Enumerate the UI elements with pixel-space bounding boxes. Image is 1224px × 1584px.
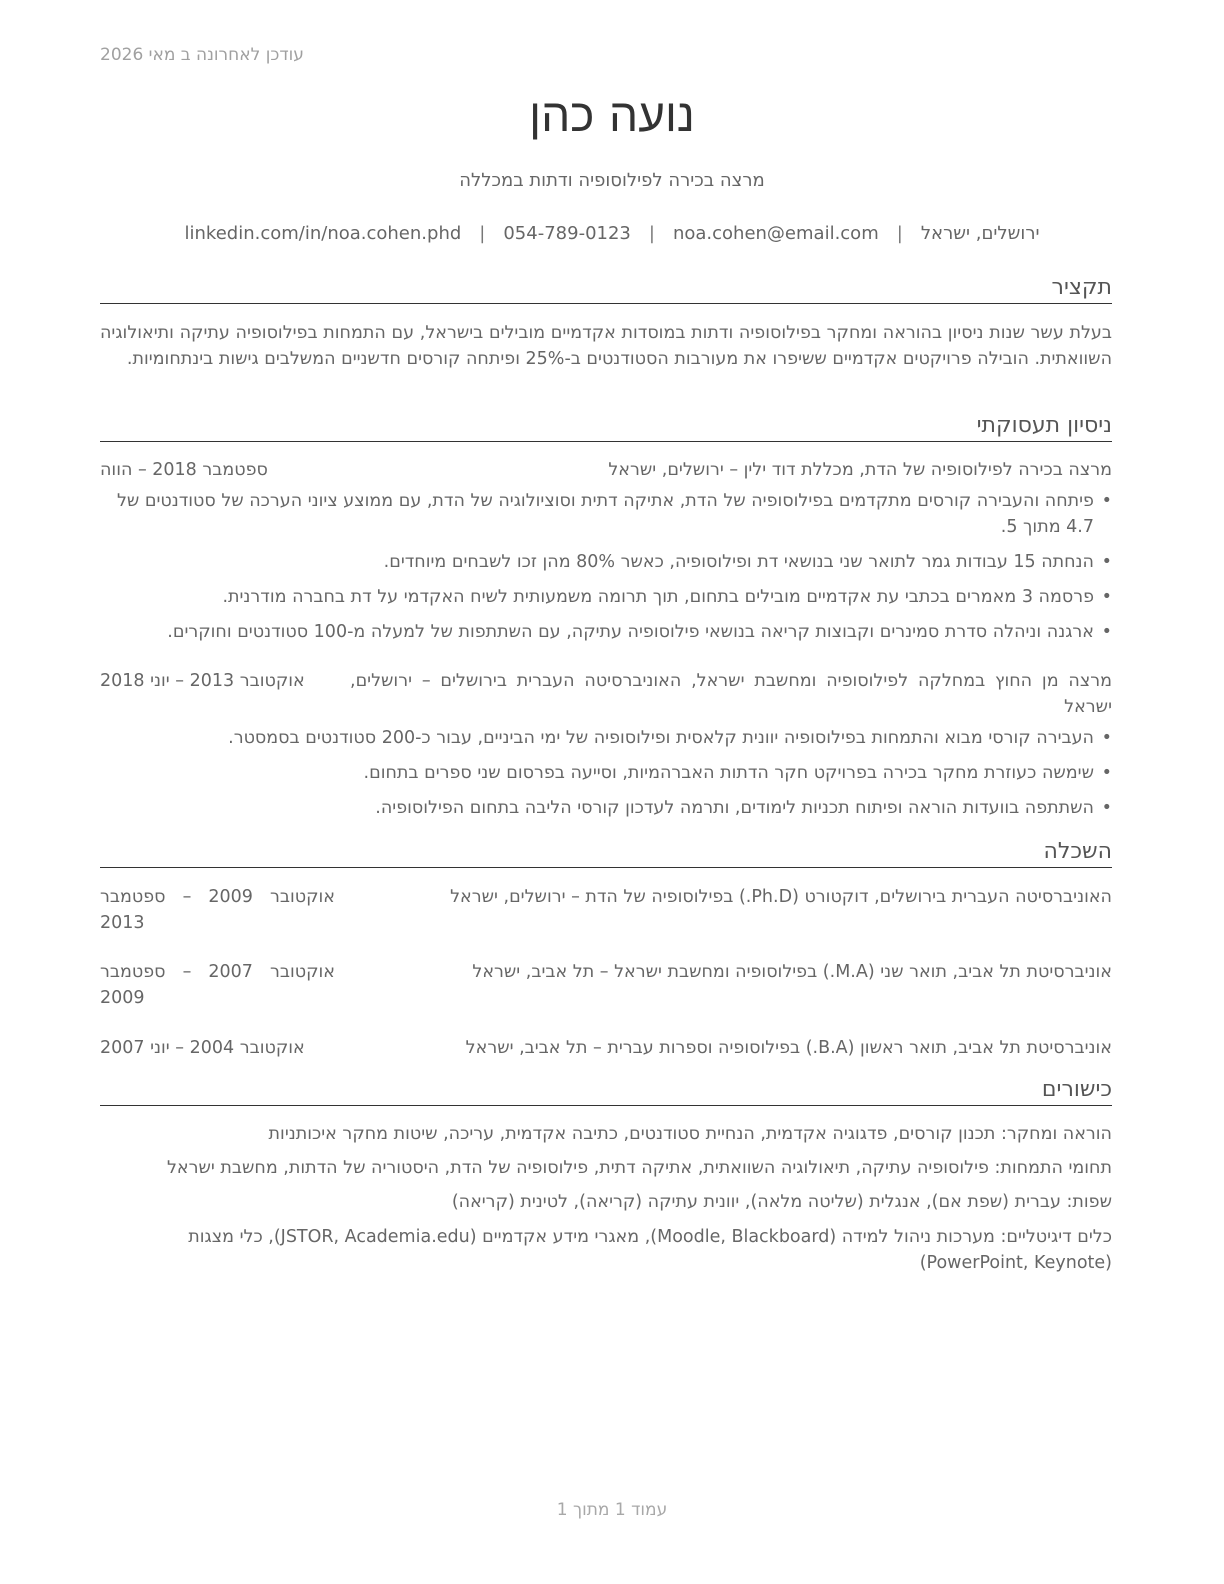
education-row: [100, 1035, 1112, 1061]
job-dates: ספטמבר 2018 – הווה: [100, 460, 268, 480]
contact-linkedin[interactable]: linkedin.com/in/noa.cohen.phd: [184, 223, 462, 244]
contact-email[interactable]: noa.cohen@email.com: [672, 223, 879, 244]
summary-text: בעלת עשר שנות ניסיון בהוראה ומחקר בפילוסופיה ודתות במוסדות אקדמיים מובילים בישראל, עם התמחות בפילוסופיה עתיקה ותיאולוגיה השוואתית. הובילה פרויקטים אקדמיים ששיפרו את מעורבות הסטודנטים ב-25% ופיתחה קורסים חדשניים המשלבים גישות בינתחומיות.: [100, 323, 1112, 369]
job-role: מרצה מן החוץ במחלקה לפילוסופיה ומחשבת ישראל, האוניברסיטה העברית בירושלים – ירושלים, ישראל: [350, 671, 1112, 717]
education-degree: אוניברסיטת תל אביב, תואר שני (M.A.) בפילוסופיה ומחשבת ישראל – תל אביב, ישראל: [472, 962, 1112, 982]
education-row: [100, 884, 1112, 936]
list-item: • ארגנה וניהלה סדרת סמינרים וקבוצות קריאה בנושאי פילוסופיה עתיקה, עם השתתפות של למעלה מ-100 סטודנטים וחוקרים.: [100, 619, 1112, 645]
section-title-skills: כישורים: [100, 1078, 1112, 1106]
list-item: • הנחתה 15 עבודות גמר לתואר שני בנושאי דת ופילוסופיה, כאשר 80% מהן זכו לשבחים מיוחדים.: [100, 549, 1112, 575]
job-header: [100, 668, 1112, 720]
education-row: [100, 959, 1112, 1011]
education-dates: אוקטובר 2004 – יוני 2007: [100, 1038, 305, 1058]
skill-line: כלים דיגיטליים: מערכות ניהול למידה (Moodle, Blackboard), מאגרי מידע אקדמיים (JSTOR, Academia.edu), כלי מצגות (PowerPoint, Keynote): [188, 1227, 1112, 1273]
list-item: • פיתחה והעבירה קורסים מתקדמים בפילוסופיה של הדת, אתיקה דתית וסוציולוגיה של הדת, עם ממוצע ציוני הערכה של סטודנטים של 4.7 מתוך 5.: [100, 488, 1112, 540]
candidate-name: נועה כהן: [529, 88, 695, 142]
job-header: [100, 457, 1112, 483]
last-updated: עודכן לאחרונה ב מאי 2026: [100, 45, 304, 65]
job-dates: אוקטובר 2013 – יוני 2018: [100, 671, 305, 691]
education-degree: אוניברסיטת תל אביב, תואר ראשון (B.A.) בפילוסופיה וספרות עברית – תל אביב, ישראל: [465, 1038, 1112, 1058]
job-bullets: [100, 488, 1112, 654]
section-title-education: השכלה: [100, 840, 1112, 868]
section-title-summary: תקציר: [100, 276, 1112, 304]
list-item: • פרסמה 3 מאמרים בכתבי עת אקדמיים מובילים בתחום, תוך תרומה משמעותית לשיח האקדמי על דת בחברה מודרנית.: [100, 584, 1112, 610]
contact-line: [0, 223, 1224, 244]
education-degree: האוניברסיטה העברית בירושלים, דוקטורט (Ph.D.) בפילוסופיה של הדת – ירושלים, ישראל: [450, 887, 1112, 907]
contact-separator: |: [648, 223, 655, 244]
education-dates: אוקטובר 2007 – ספטמבר 2009: [100, 962, 335, 1008]
skill-line: תחומי התמחות: פילוסופיה עתיקה, תיאולוגיה השוואתית, אתיקה דתית, פילוסופיה של הדת, היסטוריה של הדתות, מחשבת ישראל: [166, 1158, 1112, 1178]
contact-location: ירושלים, ישראל: [920, 223, 1040, 244]
skill-line: שפות: עברית (שפת אם), אנגלית (שליטה מלאה), יוונית עתיקה (קריאה), לטינית (קריאה): [451, 1192, 1112, 1212]
section-title-experience: ניסיון תעסוקתי: [100, 414, 1112, 442]
job-title: מרצה בכירה לפילוסופיה ודתות במכללה: [459, 170, 765, 191]
job-bullets: [100, 725, 1112, 830]
job-role: מרצה בכירה לפילוסופיה של הדת, מכללת דוד ילין – ירושלים, ישראל: [608, 460, 1112, 480]
page-number: עמוד 1 מתוך 1: [556, 1500, 668, 1520]
education-dates: אוקטובר 2009 – ספטמבר 2013: [100, 887, 335, 933]
list-item: • העבירה קורסי מבוא והתמחות בפילוסופיה יוונית קלאסית ופילוסופיה של ימי הביניים, עבור כ-200 סטודנטים בסמסטר.: [100, 725, 1112, 751]
list-item: • השתתפה בוועדות הוראה ופיתוח תכניות לימודים, ותרמה לעדכון קורסי הליבה בתחום הפילוסופיה.: [100, 795, 1112, 821]
skill-line: הוראה ומחקר: תכנון קורסים, פדגוגיה אקדמית, הנחיית סטודנטים, כתיבה אקדמית, עריכה, שיטות מחקר איכותניות: [268, 1124, 1112, 1144]
list-item: • שימשה כעוזרת מחקר בכירה בפרויקט חקר הדתות האברהמיות, וסייעה בפרסום שני ספרים בתחום.: [100, 760, 1112, 786]
contact-separator: |: [896, 223, 903, 244]
contact-phone[interactable]: 054-789-0123: [503, 223, 631, 244]
contact-separator: |: [479, 223, 486, 244]
